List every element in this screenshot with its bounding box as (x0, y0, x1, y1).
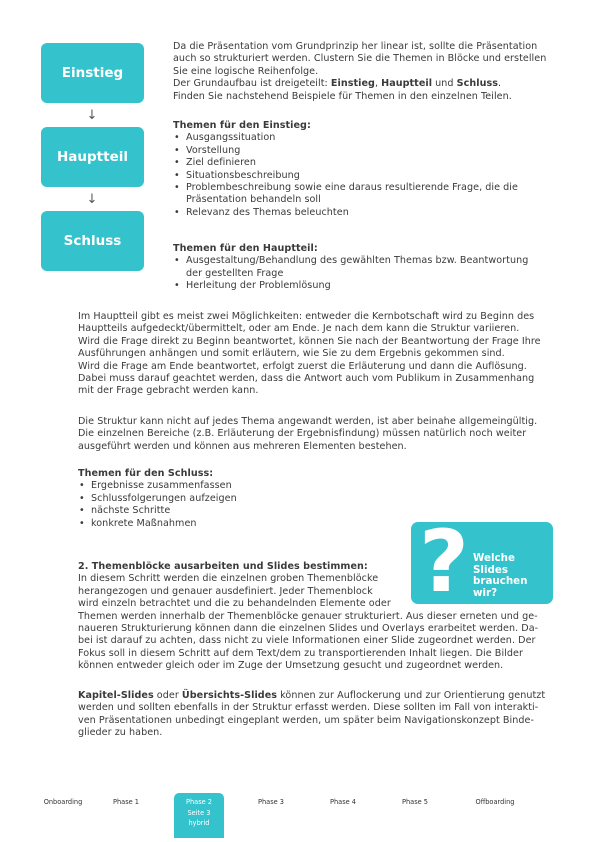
text-span: . (497, 78, 502, 90)
hauptteil-topics (173, 243, 553, 293)
text-line: Fokus soll in diesem Schritt auf dem Text/dem zu transportierenden Inhalt liegen. Die Bilder (78, 647, 523, 659)
text-line: auch so strukturiert werden. Clustern Sie die Themen in Blöcke und erstellen (173, 53, 547, 65)
list-item: • Ziel definieren (173, 157, 553, 169)
text-line: Dabei muss darauf geachtet werden, dass die Antwort auch vom Publikum in Zusammenhang (78, 373, 535, 385)
flow-box-label: Hauptteil (56, 149, 128, 165)
intro-paragraph (173, 41, 553, 103)
text-line: Slides (473, 563, 508, 576)
text-line: wir? (473, 586, 498, 599)
text-span: Der Grundaufbau ist dreigeteilt: (173, 78, 331, 90)
list-item-text: Ausgestaltung/Behandlung des gewählten Themas bzw. Beantwortung (186, 255, 529, 267)
nav-sublabel: hybrid (188, 819, 210, 827)
text-span: können zur Auflockerung und zur Orientierung genutzt (277, 690, 546, 701)
text-line: glieder zu haben. (78, 727, 163, 739)
list-item: • konkrete Maßnahmen (78, 518, 378, 530)
section-heading: Themen für den Einstieg: (173, 120, 311, 131)
text-line: Wird die Frage direkt zu Beginn beantwortet, können Sie nach der Beantwortung der Frage Ihre (78, 335, 541, 347)
arrow-down-icon: ↓ (86, 108, 98, 123)
list-item-text: Präsentation behandeln soll (186, 194, 321, 206)
nav-onboarding[interactable]: Onboarding (43, 798, 83, 806)
text-line: Die einzelnen Bereiche (z.B. Erläuterung der Ergebnisfindung) müssen natürlich noch weiter (78, 428, 527, 440)
section-heading: 2. Themenblöcke ausarbeiten und Slides bestimmen: (78, 561, 368, 572)
list-item: • Schlussfolgerungen aufzeigen (78, 493, 378, 505)
hauptteil-paragraph (78, 311, 558, 398)
text-line: Da die Präsentation vom Grundprinzip her linear ist, sollte die Präsentation (173, 41, 538, 52)
text-line: Die Struktur kann nicht auf jedes Thema angewandt werden, ist aber beinahe allgemeingültig. (78, 416, 538, 427)
flow-box-label: Schluss (63, 233, 122, 249)
text-line: wird einzeln betrachtet und die zu behandelnden Elemente oder (78, 598, 391, 610)
list-item: • Herleitung der Problemlösung (173, 280, 553, 292)
list-item: • Relevanz des Themas beleuchten (173, 207, 553, 219)
bold-term: Übersichts-Slides (181, 690, 278, 701)
section-heading: Themen für den Hauptteil: (173, 243, 318, 254)
text-line: herangezogen und genauer ausdefiniert. Jeder Themenblock (78, 585, 373, 597)
nav-phase-1[interactable]: Phase 1 (113, 798, 139, 806)
nav-phase-5[interactable]: Phase 5 (402, 798, 428, 806)
nav-label: Phase 2 (186, 798, 212, 806)
page-number: Seite 3 (187, 808, 211, 817)
arrow-down-icon: ↓ (86, 192, 98, 207)
schluss-topics (78, 468, 378, 530)
text-span: oder (153, 690, 182, 701)
list-item: • Vorstellung (173, 145, 553, 157)
flow-box-einstieg (41, 43, 144, 103)
topic-list (173, 255, 553, 292)
flow-box-schluss (41, 211, 144, 271)
struktur-paragraph (78, 416, 558, 453)
text-line (173, 78, 553, 90)
text-line: In diesem Schritt werden die einzelnen groben Themenblöcke (78, 573, 379, 585)
list-item: • nächste Schritte (78, 505, 378, 517)
list-item: • Ergebnisse zusammenfassen (78, 480, 378, 492)
slides-paragraph (78, 690, 560, 740)
text-line: Themen werden innerhalb der Themenblöcke genauer strukturiert. Aus dieser erneten und ge- (78, 610, 538, 622)
text-line: können entweder gleich oder im Zuge der Umsetzung gesucht und zugeordnet werden. (78, 660, 504, 672)
text-line: Sie eine logische Reihenfolge. (173, 65, 319, 77)
text-line: ven Präsentationen unbedingt eingeplant werden, um später beim Navigationskonzept Binde- (78, 714, 535, 726)
text-line: ausgeführt werden und können aus mehreren Elementen bestehen. (78, 440, 407, 452)
topic-list (173, 132, 553, 219)
list-item: • Situationsbeschreibung (173, 170, 553, 182)
text-line: Ausführungen anhängen und somit erläutern, wie Sie zu dem Ergebnis gekommen sind. (78, 348, 505, 360)
text-line: Im Hauptteil gibt es meist zwei Möglichkeiten: entweder die Kernbotschaft wird zu Beginn des (78, 311, 535, 322)
list-item-text: Problembeschreibung sowie eine daraus resultierende Frage, die die (186, 182, 518, 194)
bold-term: Einstieg (330, 78, 375, 90)
nav-phase-2-active[interactable] (174, 793, 224, 838)
nav-offboarding[interactable]: Offboarding (475, 798, 515, 806)
text-span: und (432, 78, 457, 90)
list-item: • Ausgangssituation (173, 132, 553, 144)
text-line: naueren Strukturierung können dann die einzelnen Slides und Overlays erarbeitet werden. Da- (78, 623, 539, 635)
list-item (173, 182, 553, 207)
topic-list (78, 480, 378, 530)
bold-term: Schluss (456, 78, 498, 90)
text-line: Finden Sie nachstehend Beispiele für Themen in den einzelnen Teilen. (173, 90, 512, 102)
einstieg-topics (173, 120, 553, 219)
text-line: werden und sollten ebenfalls in der Struktur erfasst werden. Diese sollten im Fall von interakti- (78, 702, 539, 714)
text-line: Welche (473, 552, 515, 564)
text-span: , (374, 78, 382, 90)
text-line: Wird die Frage am Ende beantwortet, erfolgt zuerst die Erläuterung und dann die Auflösung. (78, 360, 527, 372)
bold-term: Hauptteil (381, 78, 433, 90)
text-line: brauchen (473, 575, 528, 587)
list-item (173, 255, 553, 280)
text-line (78, 690, 560, 702)
text-line: bei ist darauf zu achten, dass nicht zu viele Informationen einer Slide zugeordnet werden. Der (78, 635, 536, 647)
bold-term: Kapitel-Slides (78, 690, 154, 701)
text-line: mit der Frage gebracht werden kann. (78, 385, 259, 397)
section-2 (78, 561, 560, 673)
section-heading: Themen für den Schluss: (78, 468, 214, 479)
text-line: Hauptteils aufgedeckt/übermittelt, oder am Ende. Je nach dem kann die Struktur variieren. (78, 323, 520, 335)
flow-box-hauptteil (41, 127, 144, 187)
nav-phase-3[interactable]: Phase 3 (258, 798, 284, 806)
nav-phase-4[interactable]: Phase 4 (330, 798, 356, 806)
list-item-text: der gestellten Frage (186, 267, 284, 279)
question-mark-icon: ? (419, 512, 469, 612)
flow-box-label: Einstieg (61, 65, 124, 81)
